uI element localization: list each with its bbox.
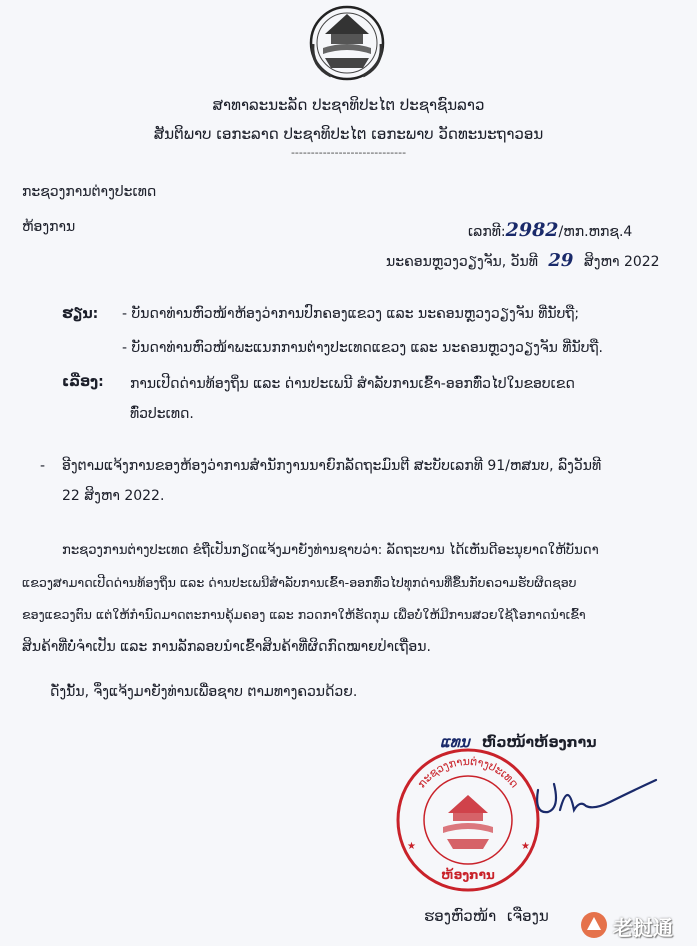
place-date — [386, 250, 660, 271]
recipient-line: - ບັນດາທ່ານຫົວໜ້າຫ້ອງວ່າການປົກຄອງແຂວງ ແລະ ນະຄອນຫຼວງວຽງຈັນ ທີ່ນັບຖື; — [122, 306, 580, 322]
official-seal-icon — [393, 745, 543, 895]
reference-number-label: ເລກທີ: — [468, 224, 506, 240]
reference-number — [468, 219, 632, 241]
reference-note-line: 22 ສິງຫາ 2022. — [62, 488, 165, 504]
republic-name: ສາທາລະນະລັດ ປະຊາທິປະໄຕ ປະຊາຊົນລາວ — [212, 96, 485, 114]
body-line: ແຂວງສາມາດເປີດດ່ານທ້ອງຖິ່ນ ແລະ ດ່ານປະເພນີສໍາລັບການເຂົ້າ-ອອກທົ່ວໄປທຸກດ່ານທີ່ຂຶ້ນກັບຄວາມຮັບຜິດຊອບ — [22, 575, 577, 590]
watermark — [579, 908, 689, 942]
body-line: ກະຊວງການຕ່າງປະເທດ ຂໍຖືເປັນກຽດແຈ້ງມາຍັງທ່ານຊາບວ່າ: ລັດຖະບານ ໄດ້ເຫັນດີອະນຸຍາດໃຫ້ບັນດາ — [62, 543, 599, 558]
date-day: 29 — [548, 250, 574, 271]
signatory-name: ເຈືອງນ — [507, 907, 549, 925]
signatory — [424, 907, 549, 925]
subject-label: ເລື່ອງ: — [62, 374, 104, 390]
svg-text:★: ★ — [521, 841, 530, 852]
signature-prefix: ແທນ — [440, 733, 470, 751]
reference-note-bullet: - — [40, 458, 46, 474]
reference-number-suffix: /ຫກ.ຫກຊ.4 — [558, 224, 633, 240]
date-month-year: ສິງຫາ 2022 — [583, 254, 660, 270]
svg-text:★: ★ — [407, 841, 416, 852]
national-emblem-icon — [301, 4, 393, 82]
watermark-logo-icon — [579, 910, 609, 940]
reference-note-line: ອີງຕາມແຈ້ງການຂອງຫ້ອງວ່າການສໍານັກງານນາຍົກລັດຖະມົນຕີ ສະບັບເລກທີ 91/ຫສນບ, ລົງວັນທີ — [62, 458, 602, 474]
body-line: ຂອງແຂວງຕົນ ແຕ່ໃຫ້ກໍານົດມາດຕະການຄຸ້ມຄອງ ແລະ ກວດກາໃຫ້ຮັດກຸມ ເພື່ອບໍ່ໃຫ້ມີການສວຍໃຊ້ໂອກາດນໍາເຂົ້າ — [22, 607, 586, 622]
closing-line: ດັ່ງນັ້ນ, ຈຶ່ງແຈ້ງມາຍັງທ່ານເພື່ອຊາບ ຕາມທາງຄວນດ້ວຍ. — [50, 684, 358, 700]
subject-line: ທົ່ວປະເທດ. — [130, 406, 194, 422]
sender-ministry: ກະຊວງການຕ່າງປະເທດ — [22, 184, 157, 200]
handwritten-signature-icon — [530, 770, 660, 830]
seal-top-text: ກະຊວງການຕ່າງປະເທດ — [414, 754, 522, 791]
reference-number-value: 2982 — [505, 219, 559, 241]
header-divider: ----------------------------- — [290, 146, 407, 159]
watermark-text: 老挝通 — [613, 916, 673, 940]
subject-line: ການເປີດດ່ານທ້ອງຖິ່ນ ແລະ ດ່ານປະເພນີ ສໍາລັບການເຂົ້າ-ອອກທົ່ວໄປໃນຂອບເຂດ — [130, 376, 575, 392]
recipients-label: ຮຽນ: — [62, 306, 99, 322]
signatory-label: ຮອງຫົວໜ້າ — [424, 907, 497, 925]
place-date-prefix: ນະຄອນຫຼວງວຽງຈັນ, ວັນທີ — [386, 254, 538, 270]
sender-office: ຫ້ອງການ — [22, 219, 76, 235]
recipient-line: - ບັນດາທ່ານຫົວໜ້າພະແນກການຕ່າງປະເທດແຂວງ ແລະ ນະຄອນຫຼວງວຽງຈັນ ທີ່ນັບຖື. — [122, 340, 603, 356]
body-line: ສິນຄ້າທີ່ບໍ່ຈໍາເປັນ ແລະ ການລັກລອບນໍາເຂົ້າສິນຄ້າທີ່ຜິດກົດໝາຍປ່າເຖື່ອນ. — [22, 639, 431, 655]
seal-bottom-text: ຫ້ອງການ — [441, 868, 495, 882]
national-motto: ສັນຕິພາບ ເອກະລາດ ປະຊາທິປະໄຕ ເອກະພາບ ວັດທະນະຖາວອນ — [153, 125, 544, 143]
signature-title-text: ຫົວໜ້າຫ້ອງການ — [482, 735, 597, 751]
